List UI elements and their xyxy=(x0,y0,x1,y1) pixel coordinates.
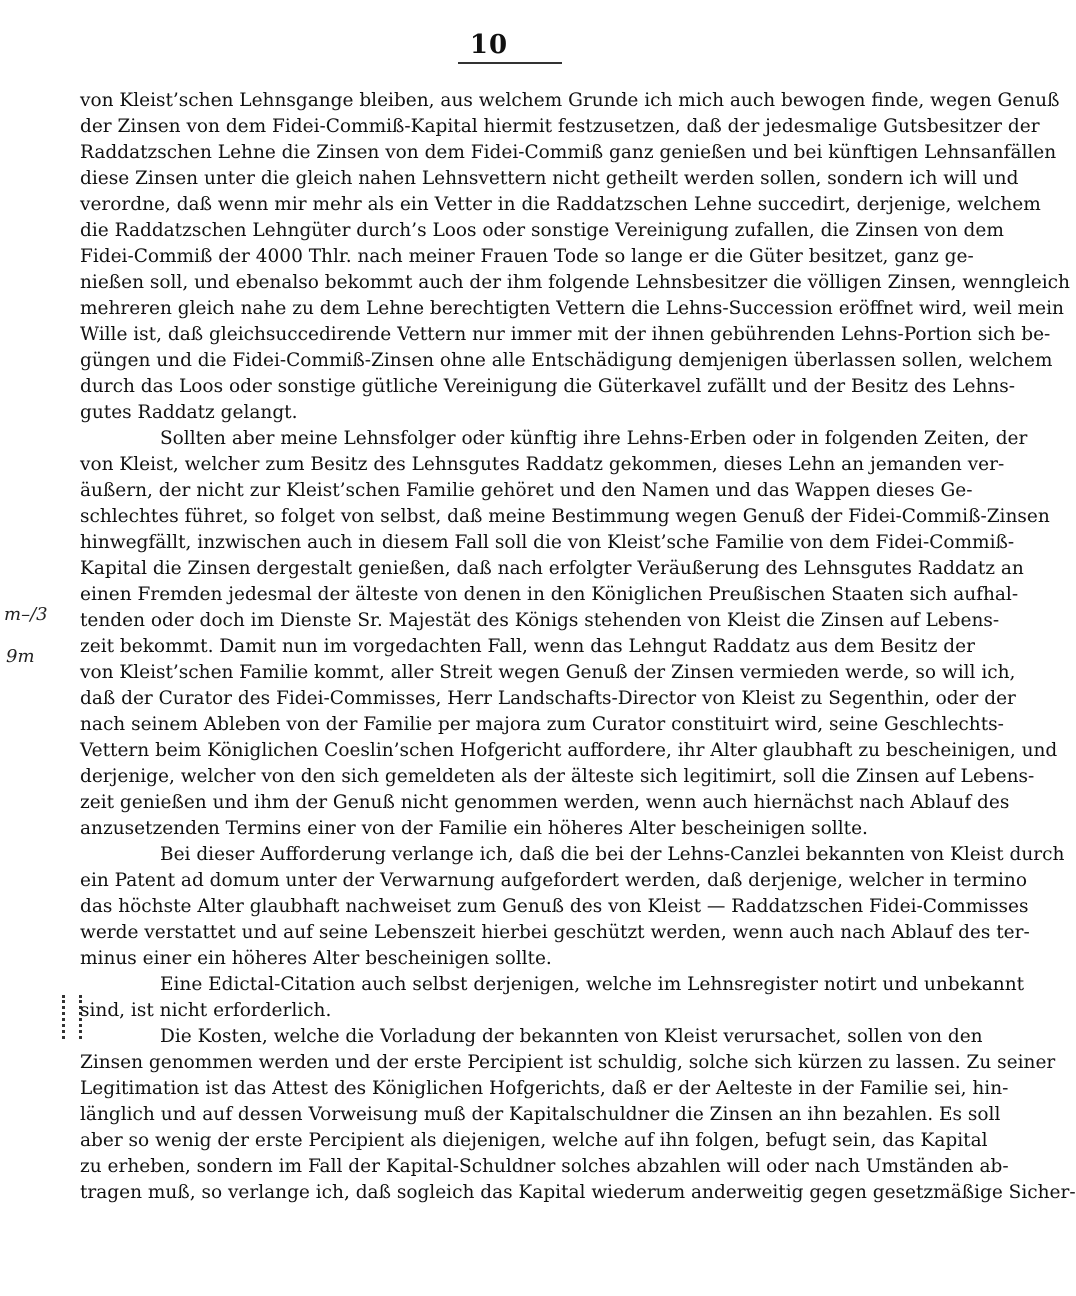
text-line: minus einer ein höheres Alter bescheinigen sollte. xyxy=(80,948,552,969)
text-line: zeit genießen und ihm der Genuß nicht genommen werden, wenn auch hiernächst nach Ablauf des xyxy=(80,792,1010,813)
text-line: aber so wenig der erste Percipient als diejenigen, welche auf ihn folgen, befugt sein, das Kapital xyxy=(80,1130,988,1151)
text-line: Sollten aber meine Lehnsfolger oder künftig ihre Lehns-Erben oder in folgenden Zeiten, der xyxy=(160,428,1028,449)
margin-note: m–/3 xyxy=(4,604,48,625)
margin-mark xyxy=(62,995,82,1039)
text-line: von Kleist’schen Familie kommt, aller Streit wegen Genuß der Zinsen vermieden werde, so will ich, xyxy=(80,662,1016,683)
text-line: gutes Raddatz gelangt. xyxy=(80,402,298,423)
text-line: zeit bekommt. Damit nun im vorgedachten Fall, wenn das Lehngut Raddatz aus dem Besitz der xyxy=(80,636,975,657)
text-line: hinwegfällt, inzwischen auch in diesem Fall soll die von Kleist’sche Familie von dem Fidei-Commiß- xyxy=(80,532,1015,553)
text-line: länglich und auf dessen Vorweisung muß der Kapitalschuldner die Zinsen an ihn bezahlen. Es soll xyxy=(80,1104,1001,1125)
text-line: verordne, daß wenn mir mehr als ein Vetter in die Raddatzschen Lehne succedirt, derjenige, welchem xyxy=(80,194,1041,215)
body-text xyxy=(80,88,1076,1206)
text-line: mehreren gleich nahe zu dem Lehne berechtigten Vettern die Lehns-Succession eröffnet wird, weil mein xyxy=(80,298,1064,319)
text-line: Vettern beim Königlichen Coeslin’schen Hofgericht auffordere, ihr Alter glaubhaft zu bescheinigen, und xyxy=(80,740,1058,761)
text-line: Fidei-Commiß der 4000 Thlr. nach meiner Frauen Tode so lange er die Güter besitzet, ganz ge- xyxy=(80,246,974,267)
text-line: Raddatzschen Lehne die Zinsen von dem Fidei-Commiß ganz genießen und bei künftigen Lehnsanfällen xyxy=(80,142,1057,163)
text-line: Zinsen genommen werden und der erste Percipient ist schuldig, solche sich kürzen zu lassen. Zu seiner xyxy=(80,1052,1056,1073)
text-line: Legitimation ist das Attest des Königlichen Hofgerichts, daß er der Aelteste in der Familie sei, hin- xyxy=(80,1078,1009,1099)
text-line: anzusetzenden Termins einer von der Familie ein höheres Alter bescheinigen sollte. xyxy=(80,818,868,839)
text-line: einen Fremden jedesmal der älteste von denen in den Königlichen Preußischen Staaten sich aufhal- xyxy=(80,584,1019,605)
text-line: das höchste Alter glaubhaft nachweiset zum Genuß des von Kleist — Raddatzschen Fidei-Commisses xyxy=(80,896,1029,917)
text-line: tenden oder doch im Dienste Sr. Majestät des Königs stehenden von Kleist die Zinsen auf Lebens- xyxy=(80,610,1000,631)
text-line: der Zinsen von dem Fidei-Commiß-Kapital hiermit festzusetzen, daß der jedesmalige Gutsbesitzer der xyxy=(80,116,1040,137)
page-number: 10 xyxy=(469,30,509,60)
header-rule xyxy=(458,62,562,64)
text-line: nießen soll, und ebenalso bekommt auch der ihm folgende Lehnsbesitzer die völligen Zinsen, wenngleich xyxy=(80,272,1070,293)
text-line: diese Zinsen unter die gleich nahen Lehnsvettern nicht getheilt werden sollen, sondern ich will und xyxy=(80,168,1019,189)
text-line: güngen und die Fidei-Commiß-Zinsen ohne alle Entschädigung demjenigen überlassen sollen, welchem xyxy=(80,350,1053,371)
text-line: daß der Curator des Fidei-Commisses, Herr Landschafts-Director von Kleist zu Segenthin, oder der xyxy=(80,688,1016,709)
text-line: Wille ist, daß gleichsuccedirende Vettern nur immer mit der ihnen gebührenden Lehns-Portion sich be- xyxy=(80,324,1051,345)
text-line: durch das Loos oder sonstige gütliche Vereinigung die Güterkavel zufällt und der Besitz des Lehns- xyxy=(80,376,1016,397)
text-line: sind, ist nicht erforderlich. xyxy=(80,1000,332,1021)
text-line: von Kleist, welcher zum Besitz des Lehnsgutes Raddatz gekommen, dieses Lehn an jemanden ver- xyxy=(80,454,1005,475)
text-line: äußern, der nicht zur Kleist’schen Familie gehöret und den Namen und das Wappen dieses Ge- xyxy=(80,480,973,501)
text-line: Kapital die Zinsen dergestalt genießen, daß nach erfolgter Veräußerung des Lehnsgutes Raddatz an xyxy=(80,558,1024,579)
text-line: tragen muß, so verlange ich, daß sogleich das Kapital wiederum anderweitig gegen gesetzmäßige Sicher- xyxy=(80,1182,1076,1203)
text-line: nach seinem Ableben von der Familie per majora zum Curator constituirt wird, seine Geschlechts- xyxy=(80,714,1004,735)
margin-note: 9m xyxy=(6,646,35,667)
text-line: derjenige, welcher von den sich gemeldeten als der älteste sich legitimirt, soll die Zinsen auf Lebens- xyxy=(80,766,1035,787)
text-line: Eine Edictal-Citation auch selbst derjenigen, welche im Lehnsregister notirt und unbekannt xyxy=(160,974,1025,995)
text-line: werde verstattet und auf seine Lebenszeit hierbei geschützt werden, wenn auch nach Ablauf des ter- xyxy=(80,922,1030,943)
text-line: ein Patent ad domum unter der Verwarnung aufgefordert werden, daß derjenige, welcher in termino xyxy=(80,870,1027,891)
text-line: von Kleist’schen Lehnsgange bleiben, aus welchem Grunde ich mich auch bewogen finde, wegen Genuß xyxy=(80,90,1060,111)
text-line: schlechtes führet, so folget von selbst, daß meine Bestimmung wegen Genuß der Fidei-Commiß-Zinsen xyxy=(80,506,1050,527)
text-line: die Raddatzschen Lehngüter durch’s Loos oder sonstige Vereinigung zufallen, die Zinsen von dem xyxy=(80,220,1004,241)
text-line: Die Kosten, welche die Vorladung der bekannten von Kleist verursachet, sollen von den xyxy=(160,1026,983,1047)
text-line: zu erheben, sondern im Fall der Kapital-Schuldner solches abzahlen will oder nach Umständen ab- xyxy=(80,1156,1009,1177)
text-line: Bei dieser Aufforderung verlange ich, daß die bei der Lehns-Canzlei bekannten von Kleist durch xyxy=(160,844,1065,865)
